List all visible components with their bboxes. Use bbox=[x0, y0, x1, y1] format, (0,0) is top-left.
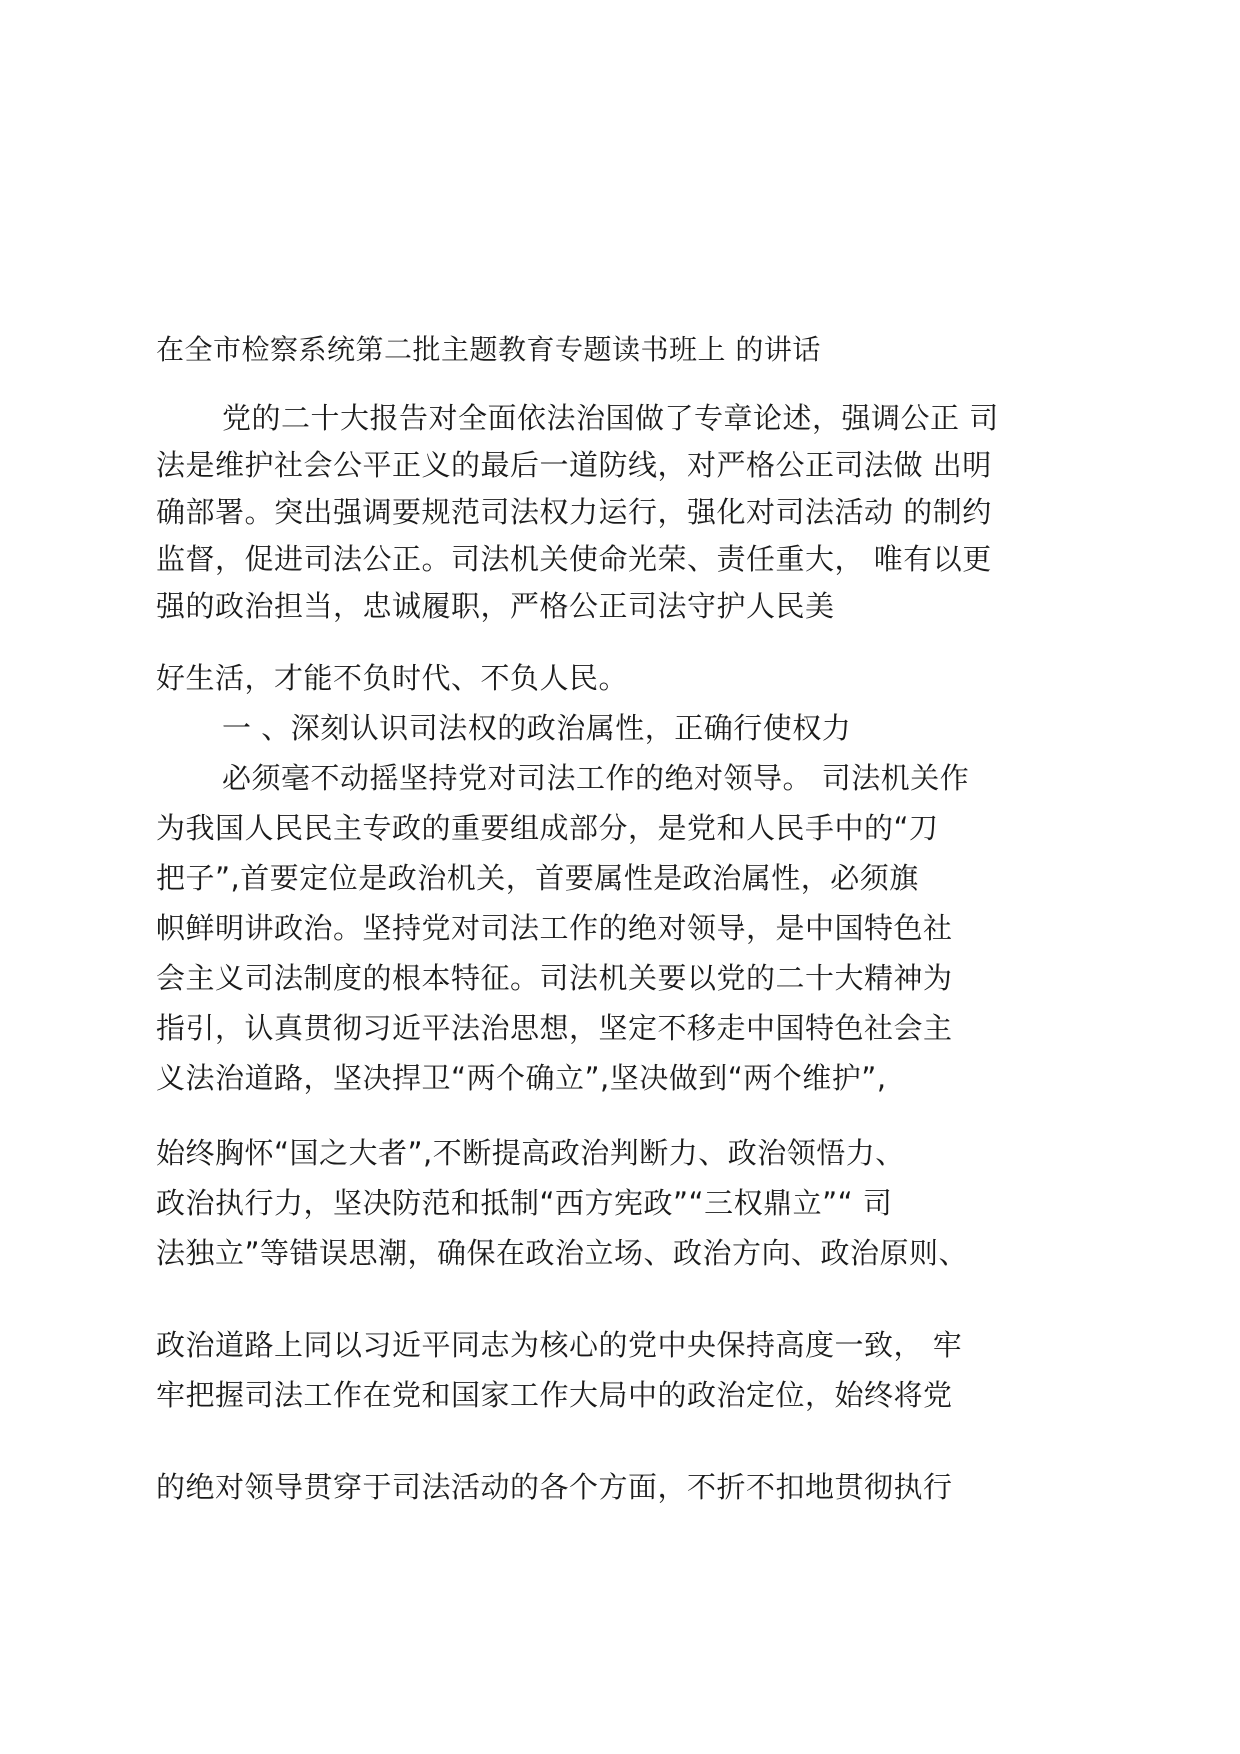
paragraph-line: 法独立”等错误思潮，确保在政治立场、政治方向、政治原则、 bbox=[156, 1236, 969, 1270]
paragraph-line: 帜鲜明讲政治。坚持党对司法工作的绝对领导，是中国特色社 bbox=[156, 911, 953, 945]
paragraph-line: 确部署。突出强调要规范司法权力运行，强化对司法活动 的制约 bbox=[156, 495, 992, 529]
paragraph-line: 政治道路上同以习近平同志为核心的党中央保持高度一致， 牢 bbox=[156, 1328, 963, 1362]
paragraph-line: 为我国人民民主专政的重要组成部分，是党和人民手中的“刀 bbox=[156, 811, 939, 845]
paragraph-line: 法是维护社会公平正义的最后一道防线，对严格公正司法做 出明 bbox=[156, 448, 992, 482]
paragraph-line: 好生活，才能不负时代、不负人民。 bbox=[156, 661, 629, 695]
paragraph-line: 牢把握司法工作在党和国家工作大局中的政治定位，始终将党 bbox=[156, 1378, 953, 1412]
paragraph-line: 把子”,首要定位是政治机关，首要属性是政治属性，必须旗 bbox=[156, 861, 919, 895]
document-title: 在全市检察系统第二批主题教育专题读书班上 的讲话 bbox=[156, 333, 821, 366]
paragraph-line: 始终胸怀“国之大者”,不断提高政治判断力、政治领悟力、 bbox=[156, 1136, 905, 1170]
paragraph-line: 必须毫不动摇坚持党对司法工作的绝对领导。 司法机关作 bbox=[222, 761, 970, 795]
paragraph-line: 党的二十大报告对全面依法治国做了专章论述，强调公正 司 bbox=[222, 401, 999, 435]
paragraph-line: 会主义司法制度的根本特征。司法机关要以党的二十大精神为 bbox=[156, 961, 953, 995]
paragraph-line: 监督，促进司法公正。司法机关使命光荣、责任重大， 唯有以更 bbox=[156, 542, 992, 576]
paragraph-line: 义法治道路，坚决捍卫“两个确立”,坚决做到“两个维护”, bbox=[156, 1061, 887, 1095]
paragraph-line: 强的政治担当，忠诚履职，严格公正司法守护人民美 bbox=[156, 589, 835, 623]
paragraph-line: 政治执行力，坚决防范和抵制“西方宪政”“三权鼎立”“ 司 bbox=[156, 1186, 893, 1220]
section-heading: 一 、深刻认识司法权的政治属性，正确行使权力 bbox=[222, 711, 852, 745]
paragraph-line: 的绝对领导贯穿于司法活动的各个方面，不折不扣地贯彻执行 bbox=[156, 1470, 953, 1504]
paragraph-line: 指引，认真贯彻习近平法治思想，坚定不移走中国特色社会主 bbox=[156, 1011, 953, 1045]
